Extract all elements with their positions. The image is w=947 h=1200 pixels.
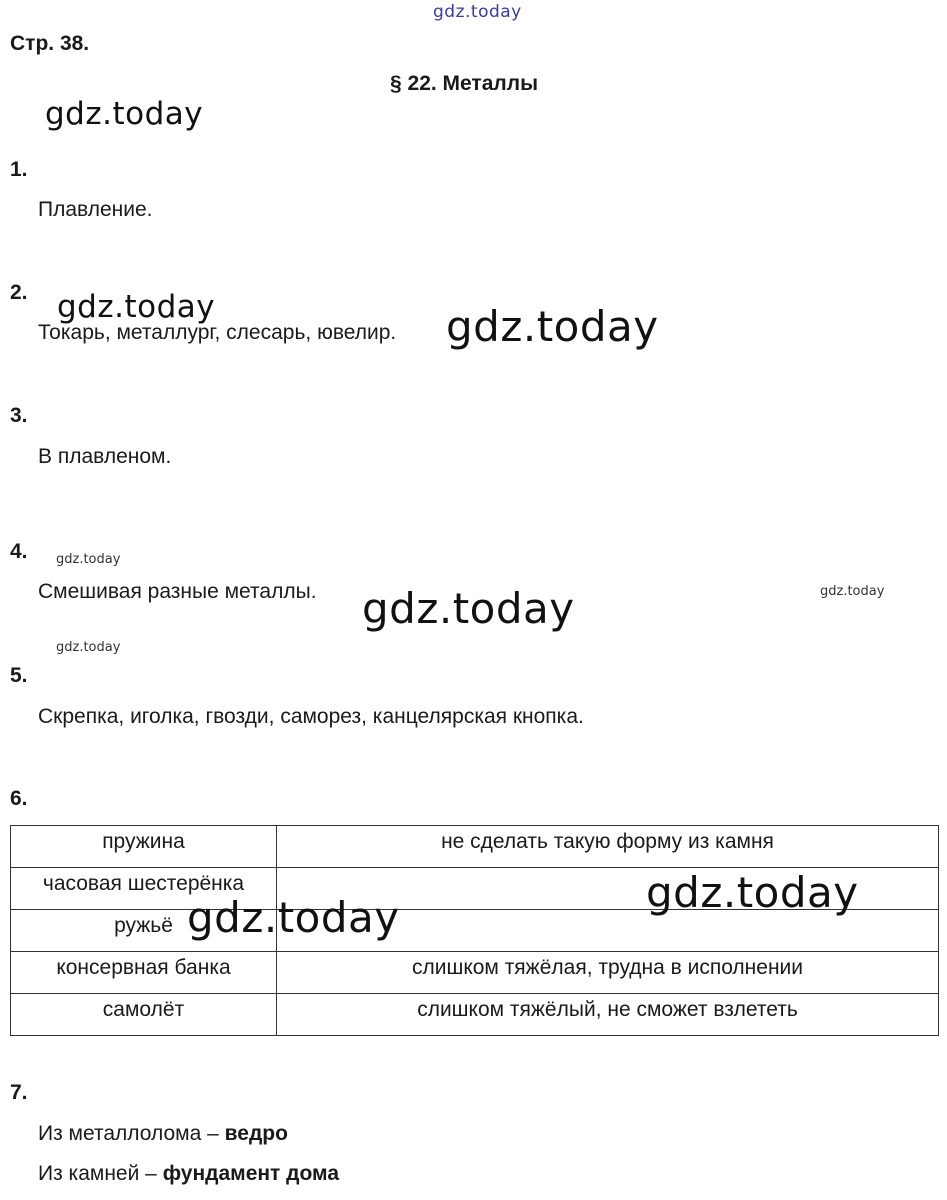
task-answer: В плавленом. <box>38 445 172 468</box>
page-label: Стр. 38. <box>10 32 90 55</box>
table-cell-item: самолёт <box>11 994 277 1036</box>
watermark: gdz.today <box>820 584 885 599</box>
task-number: 3. <box>10 404 28 427</box>
task7-line-prefix: Из камней – <box>38 1162 163 1185</box>
table-row <box>11 826 939 868</box>
watermark: gdz.today <box>362 584 575 633</box>
task7-line <box>38 1162 339 1186</box>
watermark: gdz.today <box>57 289 216 325</box>
task-number: 6. <box>10 787 28 810</box>
task-answer: Токарь, металлург, слесарь, ювелир. <box>38 321 397 344</box>
task-answer: Плавление. <box>38 198 153 221</box>
task-answer: Скрепка, иголка, гвозди, саморез, канцелярская кнопка. <box>38 705 584 728</box>
task-number: 1. <box>10 158 28 181</box>
table-cell-item: часовая шестерёнка <box>11 868 277 910</box>
watermark-top: gdz.today <box>433 2 522 22</box>
table-cell-reason: не сделать такую форму из камня <box>277 826 939 868</box>
watermark: gdz.today <box>446 302 659 351</box>
task-number: 4. <box>10 540 28 563</box>
task7-line-prefix: Из металлолома – <box>38 1122 225 1145</box>
table-row <box>11 952 939 994</box>
task7-line-answer: ведро <box>224 1122 288 1145</box>
task-number: 2. <box>10 281 28 304</box>
table-cell-item: ружьё <box>11 910 277 952</box>
task-answer: Смешивая разные металлы. <box>38 580 317 603</box>
watermark: gdz.today <box>45 96 204 132</box>
table-cell-item: пружина <box>11 826 277 868</box>
table-cell-item: консервная банка <box>11 952 277 994</box>
page-title: § 22. Металлы <box>390 72 539 95</box>
watermark: gdz.today <box>56 552 121 567</box>
watermark: gdz.today <box>646 868 859 917</box>
watermark: gdz.today <box>56 640 121 655</box>
table-cell-reason: слишком тяжёлый, не сможет взлететь <box>277 994 939 1036</box>
materials-table <box>10 825 939 1036</box>
table-cell-reason: слишком тяжёлая, трудна в исполнении <box>277 952 939 994</box>
task7-line-answer: фундамент дома <box>162 1162 339 1185</box>
watermark: gdz.today <box>187 893 400 942</box>
task-number: 5. <box>10 664 28 687</box>
task7-line <box>38 1122 288 1146</box>
task-number: 7. <box>10 1081 28 1104</box>
table-row <box>11 994 939 1036</box>
